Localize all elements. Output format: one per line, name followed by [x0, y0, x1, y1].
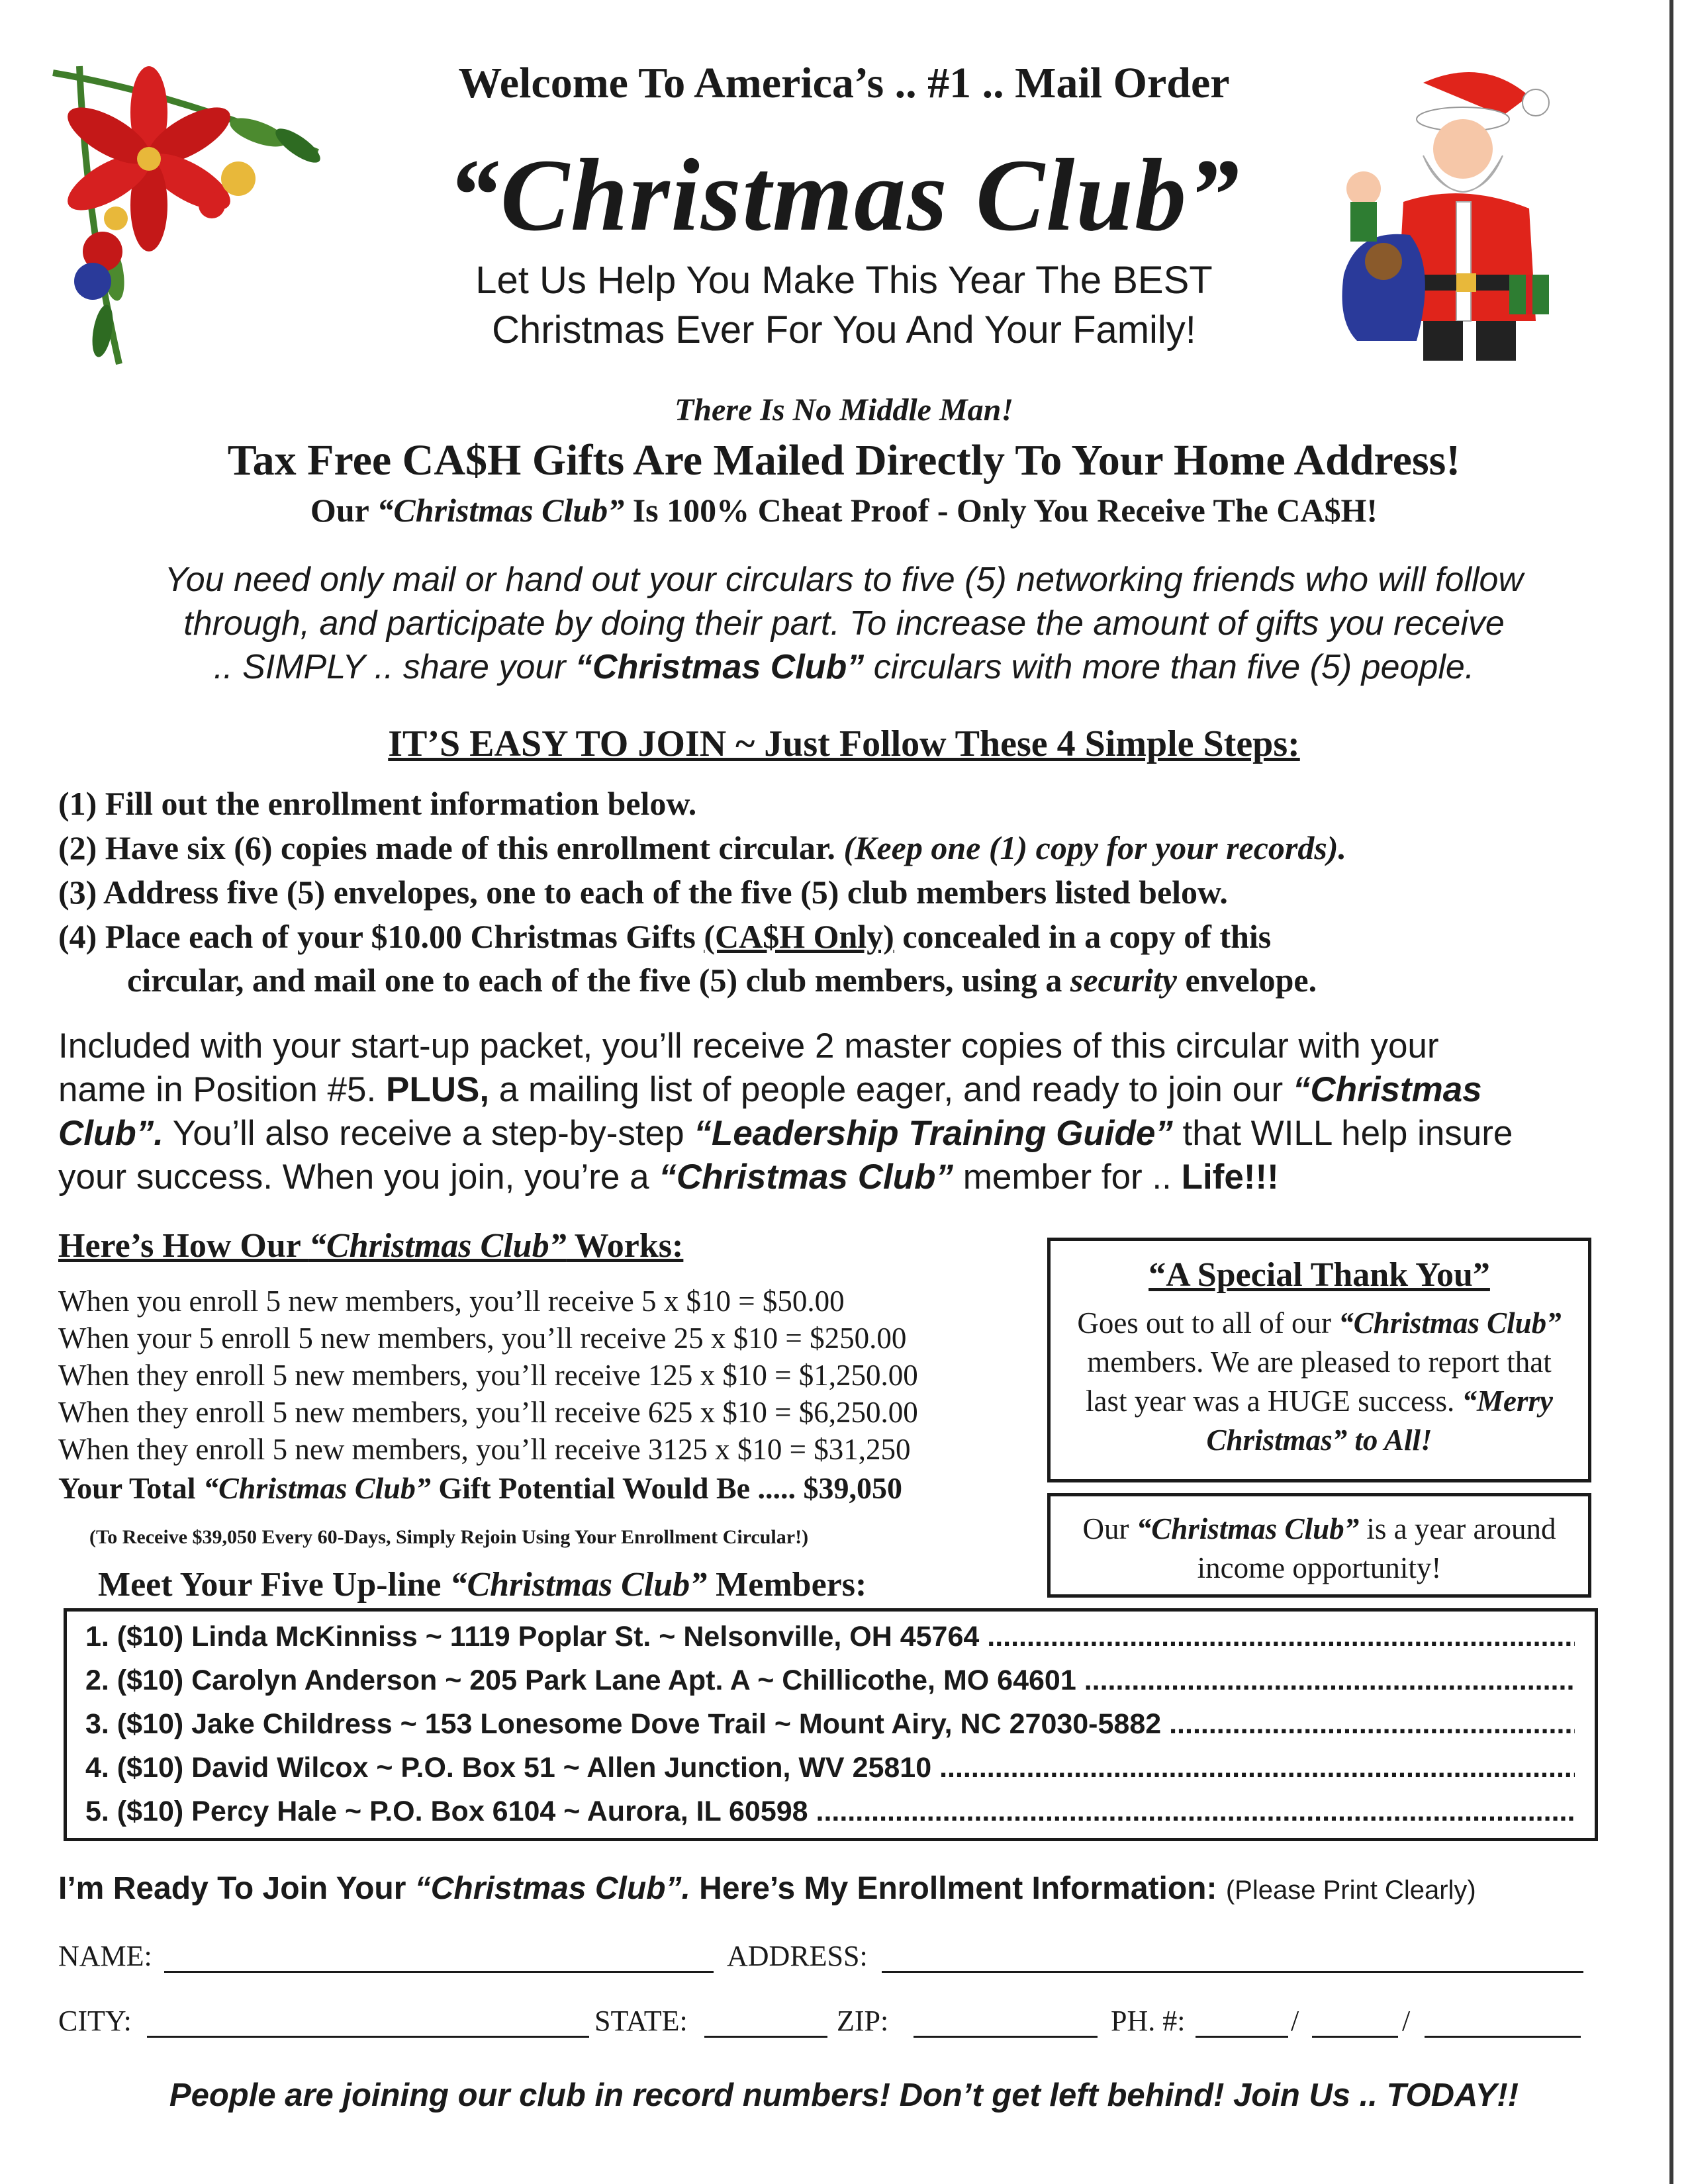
member-row: 3. ($10) Jake Childress ~ 153 Lonesome Dove Trail ~ Mount Airy, NC 27030-5882 ..... — [85, 1708, 1575, 1741]
thank-you-title: “A Special Thank You” — [1149, 1256, 1490, 1294]
address-field[interactable] — [882, 1971, 1583, 1973]
member-row: 1. ($10) Linda McKinniss ~ 1119 Poplar St. ~ Nelsonville, OH 45764 ..... — [85, 1621, 1575, 1653]
member-row: 5. ($10) Percy Hale ~ P.O. Box 6104 ~ Aurora, IL 60598 ..... — [85, 1796, 1575, 1828]
special-thank-you-box — [1047, 1238, 1591, 1482]
zip-label: ZIP: — [837, 2005, 889, 2037]
phone-slash: / — [1291, 2005, 1299, 2037]
works-total: Your Total “Christmas Club” Gift Potential Would Be ..... $39,050 — [58, 1471, 903, 1505]
included-line-1: Included with your start-up packet, you’ll receive 2 master copies of this circular with your — [58, 1026, 1439, 1066]
included-line-4: your success. When you join, you’re a “Christmas Club” member for .. Life!!! — [58, 1158, 1279, 1197]
intro-line-2: through, and participate by doing their part. To increase the amount of gifts you receive — [183, 604, 1505, 643]
state-label: STATE: — [594, 2005, 688, 2037]
works-row: When you enroll 5 new members, you’ll receive 5 x $10 = $50.00 — [58, 1285, 845, 1318]
intro-line-1: You need only mail or hand out your circulars to five (5) networking friends who will follow — [164, 561, 1524, 599]
tax-free-headline: Tax Free CA$H Gifts Are Mailed Directly To Your Home Address! — [227, 436, 1461, 484]
phone-slash: / — [1402, 2005, 1411, 2037]
cheat-proof-line: Our “Christmas Club” Is 100% Cheat Proof - Only You Receive The CA$H! — [310, 492, 1378, 529]
phone-area-field[interactable] — [1196, 2036, 1288, 2038]
step-4: (4) Place each of your $10.00 Christmas Gifts (CA$H Only) concealed in a copy of this — [58, 918, 1272, 955]
works-row: When they enroll 5 new members, you’ll receive 625 x $10 = $6,250.00 — [58, 1396, 918, 1429]
included-line-3: Club”. You’ll also receive a step-by-step “Leadership Training Guide” that WILL help insure — [58, 1114, 1513, 1153]
works-row: When they enroll 5 new members, you’ll receive 3125 x $10 = $31,250 — [58, 1433, 911, 1466]
year-around-box: Our “Christmas Club” is a year around income opportunity! — [1047, 1493, 1591, 1598]
city-field[interactable] — [147, 2036, 589, 2038]
header-top-line: Welcome To America’s .. #1 .. Mail Order — [458, 59, 1230, 107]
member-row: 4. ($10) David Wilcox ~ P.O. Box 51 ~ Allen Junction, WV 25810 ..... — [85, 1752, 1575, 1784]
city-label: CITY: — [58, 2005, 132, 2037]
members-list — [64, 1608, 1598, 1841]
page-edge-divider — [1669, 0, 1673, 2184]
phone-number-field[interactable] — [1425, 2036, 1581, 2038]
member-row: 2. ($10) Carolyn Anderson ~ 205 Park Lane Apt. A ~ Chillicothe, MO 64601 ..... — [85, 1664, 1575, 1697]
thank-you-body: Goes out to all of our “Christmas Club” members. We are pleased to report that last year was a HUGE success. “Merry Christmas” to All! — [1077, 1306, 1562, 1457]
page-title: “Christmas Club” — [447, 138, 1241, 252]
intro-line-3: .. SIMPLY .. share your “Christmas Club” circulars with more than five (5) people. — [213, 648, 1475, 686]
state-field[interactable] — [704, 2036, 827, 2038]
no-middle-man-text: There Is No Middle Man! — [674, 392, 1014, 428]
phone-prefix-field[interactable] — [1312, 2036, 1398, 2038]
works-heading: Here’s How Our “Christmas Club” Works: — [58, 1227, 684, 1265]
name-label: NAME: — [58, 1940, 152, 1972]
step-3: (3) Address five (5) envelopes, one to each of the five (5) club members listed below. — [58, 874, 1228, 911]
included-line-2: name in Position #5. PLUS, a mailing list of people eager, and ready to join our “Christmas — [58, 1070, 1482, 1109]
subtitle-line-2: Christmas Ever For You And Your Family! — [492, 308, 1196, 351]
step-4-continued: circular, and mail one to each of the five (5) club members, using a security envelope. — [127, 962, 1317, 999]
works-row: When your 5 enroll 5 new members, you’ll receive 25 x $10 = $250.00 — [58, 1322, 907, 1355]
step-2: (2) Have six (6) copies made of this enrollment circular. (Keep one (1) copy for your records). — [58, 829, 1346, 866]
works-note: (To Receive $39,050 Every 60-Days, Simply Rejoin Using Your Enrollment Circular!) — [89, 1526, 809, 1548]
zip-field[interactable] — [914, 2036, 1098, 2038]
step-1: (1) Fill out the enrollment information below. — [58, 785, 697, 822]
phone-label: PH. #: — [1111, 2005, 1186, 2037]
name-field[interactable] — [164, 1971, 714, 1973]
address-label: ADDRESS: — [727, 1940, 868, 1972]
steps-heading: IT’S EASY TO JOIN ~ Just Follow These 4 Simple Steps: — [388, 723, 1300, 764]
members-heading: Meet Your Five Up-line “Christmas Club” Members: — [98, 1566, 867, 1604]
subtitle-line-1: Let Us Help You Make This Year The BEST — [475, 259, 1213, 302]
works-row: When they enroll 5 new members, you’ll receive 125 x $10 = $1,250.00 — [58, 1359, 918, 1392]
closing-text: People are joining our club in record numbers! Don’t get left behind! Join Us .. TODAY!! — [169, 2077, 1519, 2113]
enrollment-heading: I’m Ready To Join Your “Christmas Club”. Here’s My Enrollment Information: (Please Print Clearly) — [58, 1871, 1476, 1906]
